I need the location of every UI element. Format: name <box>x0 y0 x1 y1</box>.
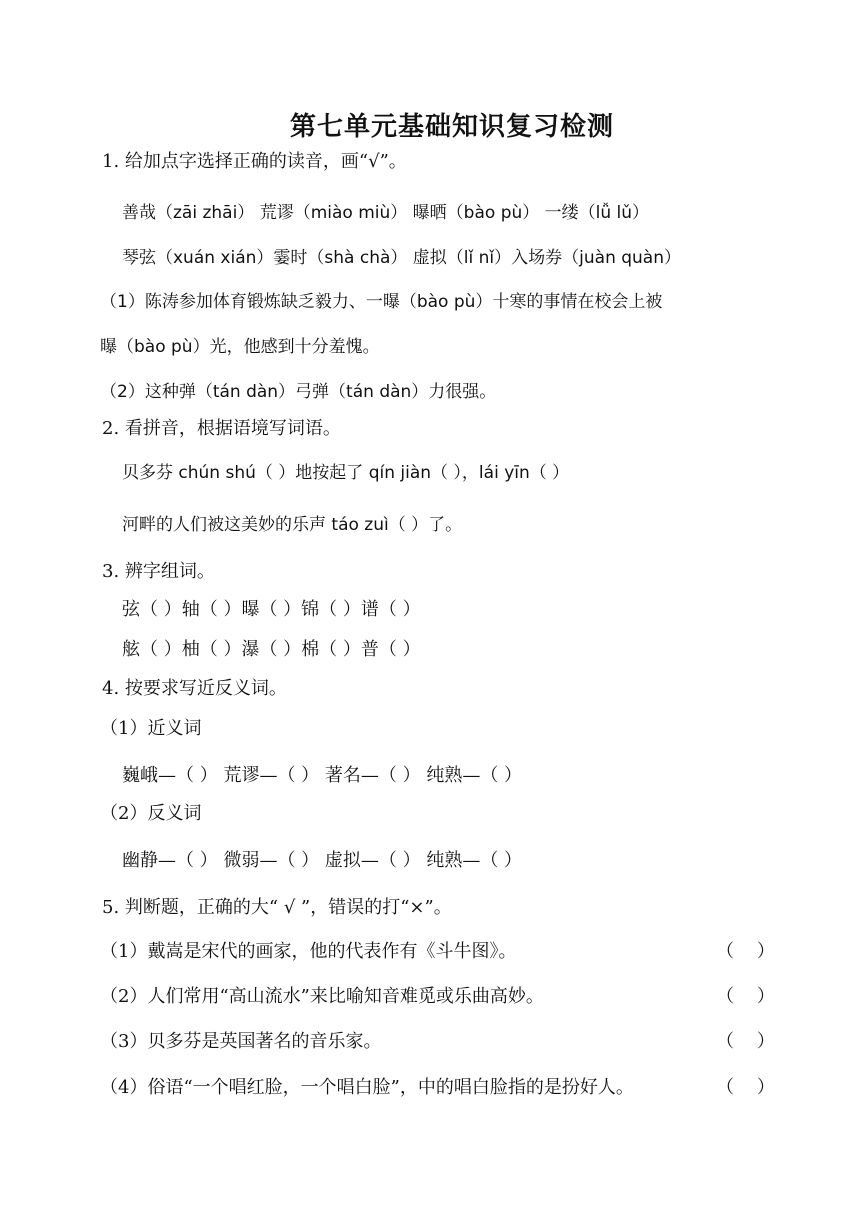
q5-item-2: （2）人们常用“高山流水”来比喻知音难觅或乐曲高妙。 <box>100 986 544 1007</box>
q2-line-1: 贝多芬 chún shú（ ）地按起了 qín jiàn（ ），lái yīn（ ） <box>122 463 570 483</box>
q5-answer-blank-2[interactable]: （ ） <box>716 986 775 1007</box>
q1-sentence-2: （2）这种弹（tán dàn）弓弹（tán dàn）力很强。 <box>100 382 497 402</box>
q4-synonym-row: 巍峨—（ ） 荒谬—（ ） 著名—（ ） 纯熟—（ ） <box>122 765 523 786</box>
q1-pinyin-row-2: 琴弦（xuán xián）霎时（shà chà） 虚拟（lǐ nǐ）入场券（juàn quàn） <box>122 248 681 268</box>
q5-heading: 5. 判断题，正确的大“ √ ”，错误的打“×”。 <box>102 897 452 918</box>
q1-sentence-1b: 曝（bào pù）光，他感到十分羞愧。 <box>100 337 380 357</box>
q2-heading: 2. 看拼音，根据语境写词语。 <box>102 418 341 439</box>
q3-row-1: 弦（ ）轴（ ）曝（ ）锦（ ）谱（ ） <box>122 599 421 620</box>
q2-line-2: 河畔的人们被这美妙的乐声 táo zuì（ ）了。 <box>122 515 463 535</box>
q1-sentence-1a: （1）陈涛参加体育锻炼缺乏毅力、一曝（bào pù）十寒的事情在校会上被 <box>100 292 663 312</box>
q5-item-1: （1）戴嵩是宋代的画家，他的代表作有《斗牛图》。 <box>100 941 517 962</box>
q3-row-2: 舷（ ）柚（ ）瀑（ ）棉（ ）普（ ） <box>122 639 421 660</box>
q1-heading: 1. 给加点字选择正确的读音，画“√”。 <box>102 151 407 172</box>
q5-answer-blank-3[interactable]: （ ） <box>716 1031 775 1052</box>
q4-heading: 4. 按要求写近反义词。 <box>102 678 287 699</box>
q4-sub-antonyms: （2）反义词 <box>100 803 202 824</box>
q4-antonym-row: 幽静—（ ） 微弱—（ ） 虚拟—（ ） 纯熟—（ ） <box>122 850 523 871</box>
page-title: 第七单元基础知识复习检测 <box>290 112 615 142</box>
q4-sub-synonyms: （1）近义词 <box>100 718 202 739</box>
q5-answer-blank-1[interactable]: （ ） <box>716 941 775 962</box>
q5-item-3: （3）贝多芬是英国著名的音乐家。 <box>100 1031 382 1052</box>
q5-answer-blank-4[interactable]: （ ） <box>716 1077 775 1098</box>
q5-item-4: （4）俗语“一个唱红脸，一个唱白脸”，中的唱白脸指的是扮好人。 <box>100 1077 634 1098</box>
q1-pinyin-row-1: 善哉（zāi zhāi） 荒谬（miào miù） 曝晒（bào pù） 一缕（lǚ lǔ） <box>122 203 650 223</box>
q3-heading: 3. 辨字组词。 <box>102 561 215 582</box>
